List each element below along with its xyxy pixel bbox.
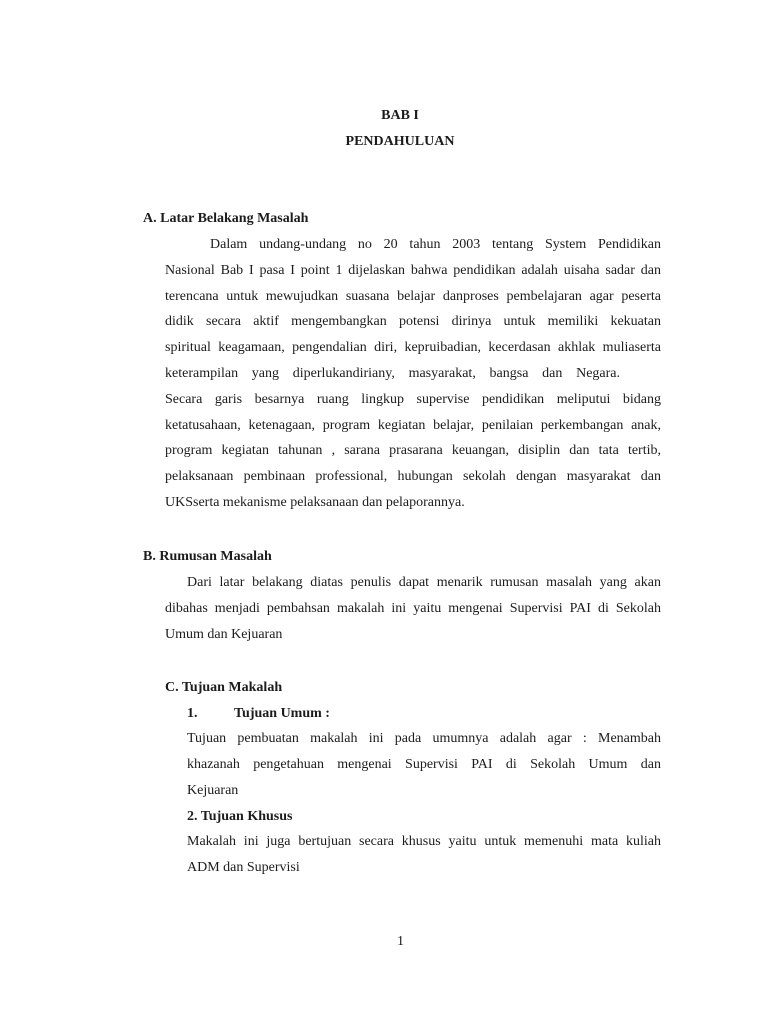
paragraph-line: pelaksanaan pembinaan professional, hubungan sekolah dengan masyarakat dan bbox=[165, 469, 661, 485]
page-number: 1 bbox=[397, 934, 404, 949]
subsection-2-heading: 2. Tujuan Khusus bbox=[187, 809, 293, 824]
paragraph-line: ketatusahaan, ketenagaan, program kegiatan belajar, penilaian perkembangan anak, bbox=[165, 417, 661, 433]
paragraph-line: Secara garis besarnya ruang lingkup supervise pendidikan meliputui bidang bbox=[165, 391, 661, 407]
paragraph-line: program kegiatan tahunan , sarana prasarana keuangan, disiplin dan tata tertib, bbox=[165, 443, 661, 459]
paragraph-line: terencana untuk mewujudkan suasana belajar danproses pembelajaran agar peserta bbox=[165, 288, 661, 304]
paragraph-line: didik secara aktif mengembangkan potensi dirinya untuk memiliki kekuatan bbox=[165, 314, 661, 330]
chapter-title: PENDAHULUAN bbox=[345, 134, 455, 149]
section-c-heading: C. Tujuan Makalah bbox=[165, 680, 283, 695]
section-a-paragraph bbox=[165, 232, 661, 516]
paragraph-line: Kejuaran bbox=[187, 782, 239, 798]
paragraph-line: Tujuan pembuatan makalah ini pada umumnya adalah agar : Menambah bbox=[187, 731, 661, 746]
paragraph-line: ADM dan Supervisi bbox=[187, 859, 300, 875]
subsection-1-paragraph bbox=[187, 726, 661, 803]
section-b-heading: B. Rumusan Masalah bbox=[143, 549, 272, 564]
paragraph-line: khazanah pengetahuan mengenai Supervisi PAI di Sekolah Umum dan bbox=[187, 756, 661, 772]
section-b-paragraph bbox=[165, 570, 661, 647]
paragraph-line: Makalah ini juga bertujuan secara khusus yaitu untuk memenuhi mata kuliah bbox=[187, 834, 661, 849]
paragraph-line: spiritual keagamaan, pengendalian diri, kepruibadian, kecerdasan akhlak muliaserta bbox=[165, 340, 661, 356]
section-a-heading: A. Latar Belakang Masalah bbox=[143, 211, 309, 226]
paragraph-line: keterampilan yang diperlukandiriany, masyarakat, bangsa dan Negara. bbox=[165, 365, 620, 381]
subsection-1-title: Tujuan Umum : bbox=[234, 706, 330, 721]
paragraph-line: UKSserta mekanisme pelaksanaan dan pelaporannya. bbox=[165, 494, 465, 510]
paragraph-line: Dalam undang-undang no 20 tahun 2003 tentang System Pendidikan bbox=[210, 237, 661, 252]
chapter-number: BAB I bbox=[381, 108, 419, 123]
paragraph-line: Nasional Bab I pasa I point 1 dijelaskan bahwa pendidikan adalah uisaha sadar dan bbox=[165, 262, 661, 278]
subsection-1-number: 1. bbox=[187, 706, 198, 721]
paragraph-line: Umum dan Kejuaran bbox=[165, 626, 283, 642]
paragraph-line: Dari latar belakang diatas penulis dapat menarik rumusan masalah yang akan bbox=[187, 575, 661, 590]
paragraph-line: dibahas menjadi pembahsan makalah ini yaitu mengenai Supervisi PAI di Sekolah bbox=[165, 600, 661, 616]
subsection-2-paragraph bbox=[187, 829, 661, 881]
